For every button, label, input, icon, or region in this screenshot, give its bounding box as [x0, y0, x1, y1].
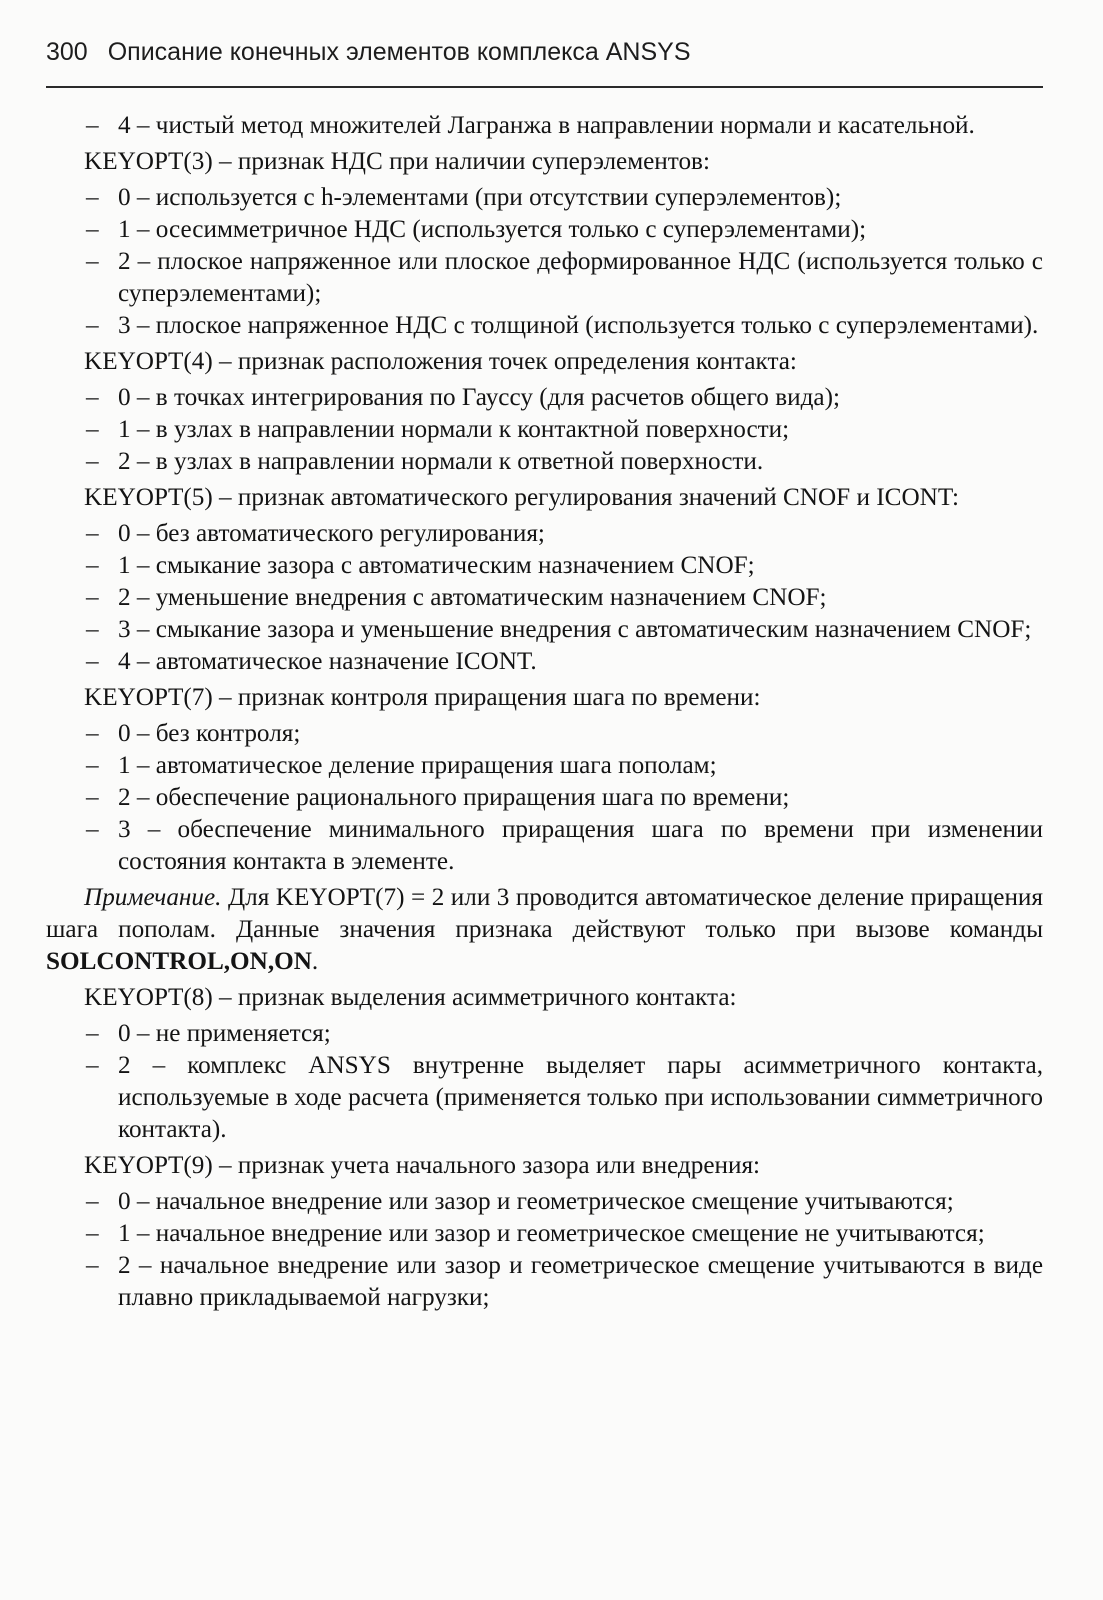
list-item [46, 182, 1043, 214]
paragraph: KEYOPT(3) – признак НДС при наличии суперэлементов: [84, 148, 710, 175]
option-list [46, 1186, 1043, 1314]
list-item [46, 414, 1043, 446]
list-item [46, 614, 1043, 646]
list-item-text: 1 – автоматическое деление приращения шага пополам; [118, 752, 717, 779]
option-list [46, 718, 1043, 878]
list-item-text: 0 – без автоматического регулирования; [118, 520, 545, 547]
list-dash: – [86, 584, 99, 611]
list-dash: – [86, 552, 99, 579]
list-item [46, 214, 1043, 246]
note-paragraph [46, 882, 1043, 978]
list-item-text: 0 – без контроля; [118, 720, 301, 747]
list-item [46, 718, 1043, 750]
list-item [46, 246, 1043, 310]
list-item [46, 814, 1043, 878]
list-item [46, 750, 1043, 782]
list-item [46, 446, 1043, 478]
list-item-text: 2 – в узлах в направлении нормали к ответной поверхности. [118, 448, 764, 475]
list-item [46, 1218, 1043, 1250]
list-item [46, 110, 1043, 142]
list-item-text: 0 – не применяется; [118, 1020, 331, 1047]
paragraph: KEYOPT(5) – признак автоматического регулирования значений CNOF и ICONT: [84, 484, 959, 511]
list-item-text: 2 – обеспечение рационального приращения шага по времени; [118, 784, 790, 811]
list-dash: – [86, 1052, 99, 1079]
list-dash: – [86, 816, 99, 843]
option-list [46, 382, 1043, 478]
list-item-text: 2 – уменьшение внедрения с автоматическим назначением CNOF; [118, 584, 827, 611]
list-item [46, 1050, 1043, 1146]
list-item [46, 310, 1043, 342]
list-item-text: 0 – начальное внедрение или зазор и геометрическое смещение учитываются; [118, 1188, 954, 1215]
list-item-text: 3 – смыкание зазора и уменьшение внедрения с автоматическим назначением CNOF; [118, 616, 1032, 643]
note-label: Примечание. [84, 884, 222, 911]
list-item-text: 1 – осесимметричное НДС (используется только с суперэлементами); [118, 216, 867, 243]
option-list [46, 1018, 1043, 1146]
list-item [46, 382, 1043, 414]
paragraph: KEYOPT(4) – признак расположения точек определения контакта: [84, 348, 797, 375]
option-list [46, 518, 1043, 678]
list-item [46, 782, 1043, 814]
list-item-text: 0 – используется с h-элементами (при отсутствии суперэлементов); [118, 184, 842, 211]
list-item-text: 1 – смыкание зазора с автоматическим назначением CNOF; [118, 552, 755, 579]
command-name: SOLCONTROL,ON,ON [46, 948, 312, 975]
list-dash: – [86, 720, 99, 747]
list-dash: – [86, 416, 99, 443]
paragraph: KEYOPT(9) – признак учета начального зазора или внедрения: [84, 1152, 761, 1179]
list-dash: – [86, 1020, 99, 1047]
list-item [46, 518, 1043, 550]
list-item [46, 1250, 1043, 1314]
list-item [46, 1186, 1043, 1218]
paragraph: KEYOPT(8) – признак выделения асимметричного контакта: [84, 984, 737, 1011]
paragraph: KEYOPT(7) – признак контроля приращения шага по времени: [84, 684, 761, 711]
list-item-text: 1 – начальное внедрение или зазор и геометрическое смещение не учитываются; [118, 1220, 985, 1247]
running-title: Описание конечных элементов комплекса ANSYS [107, 38, 691, 66]
list-item [46, 550, 1043, 582]
list-dash: – [86, 448, 99, 475]
option-list [46, 182, 1043, 342]
list-dash: – [86, 1252, 99, 1279]
list-dash: – [86, 248, 99, 275]
note-end: . [311, 948, 319, 975]
list-dash: – [86, 784, 99, 811]
list-item [46, 1018, 1043, 1050]
list-dash: – [86, 184, 99, 211]
list-dash: – [86, 1220, 99, 1247]
list-item-text: 2 – плоское напряженное или плоское деформированное НДС (используется только с суперэлементами); [118, 248, 1043, 307]
page-body [46, 110, 1043, 1318]
list-dash: – [86, 616, 99, 643]
option-list [46, 110, 1043, 142]
list-item-text: 1 – в узлах в направлении нормали к контактной поверхности; [118, 416, 790, 443]
list-dash: – [86, 648, 99, 675]
list-item [46, 646, 1043, 678]
list-dash: – [86, 216, 99, 243]
list-item [46, 582, 1043, 614]
list-dash: – [86, 520, 99, 547]
list-dash: – [86, 312, 99, 339]
list-item-text: 4 – автоматическое назначение ICONT. [118, 648, 537, 675]
list-item-text: 2 – начальное внедрение или зазор и геометрическое смещение учитываются в виде плавно прикладываемой нагрузки; [118, 1252, 1043, 1311]
page-header [46, 32, 1043, 88]
list-item-text: 0 – в точках интегрирования по Гауссу (для расчетов общего вида); [118, 384, 840, 411]
list-dash: – [86, 112, 99, 139]
list-dash: – [86, 384, 99, 411]
list-item-text: 3 – обеспечение минимального приращения шага по времени при изменении состояния контакта в элементе. [118, 816, 1043, 875]
list-dash: – [86, 752, 99, 779]
list-item-text: 3 – плоское напряженное НДС с толщиной (используется только с суперэлементами). [118, 312, 1039, 339]
page-number: 300 [46, 38, 88, 66]
note-text: Для KEYOPT(7) = 2 или 3 проводится автоматическое деление приращения шага пополам. Данные значения признака действуют только при вызове команды [46, 884, 1043, 943]
list-item-text: 2 – комплекс ANSYS внутренне выделяет пары асимметричного контакта, используемые в ходе расчета (применяется только при использовании симметричного контакта). [118, 1052, 1043, 1143]
list-item-text: 4 – чистый метод множителей Лагранжа в направлении нормали и касательной. [118, 112, 975, 139]
list-dash: – [86, 1188, 99, 1215]
